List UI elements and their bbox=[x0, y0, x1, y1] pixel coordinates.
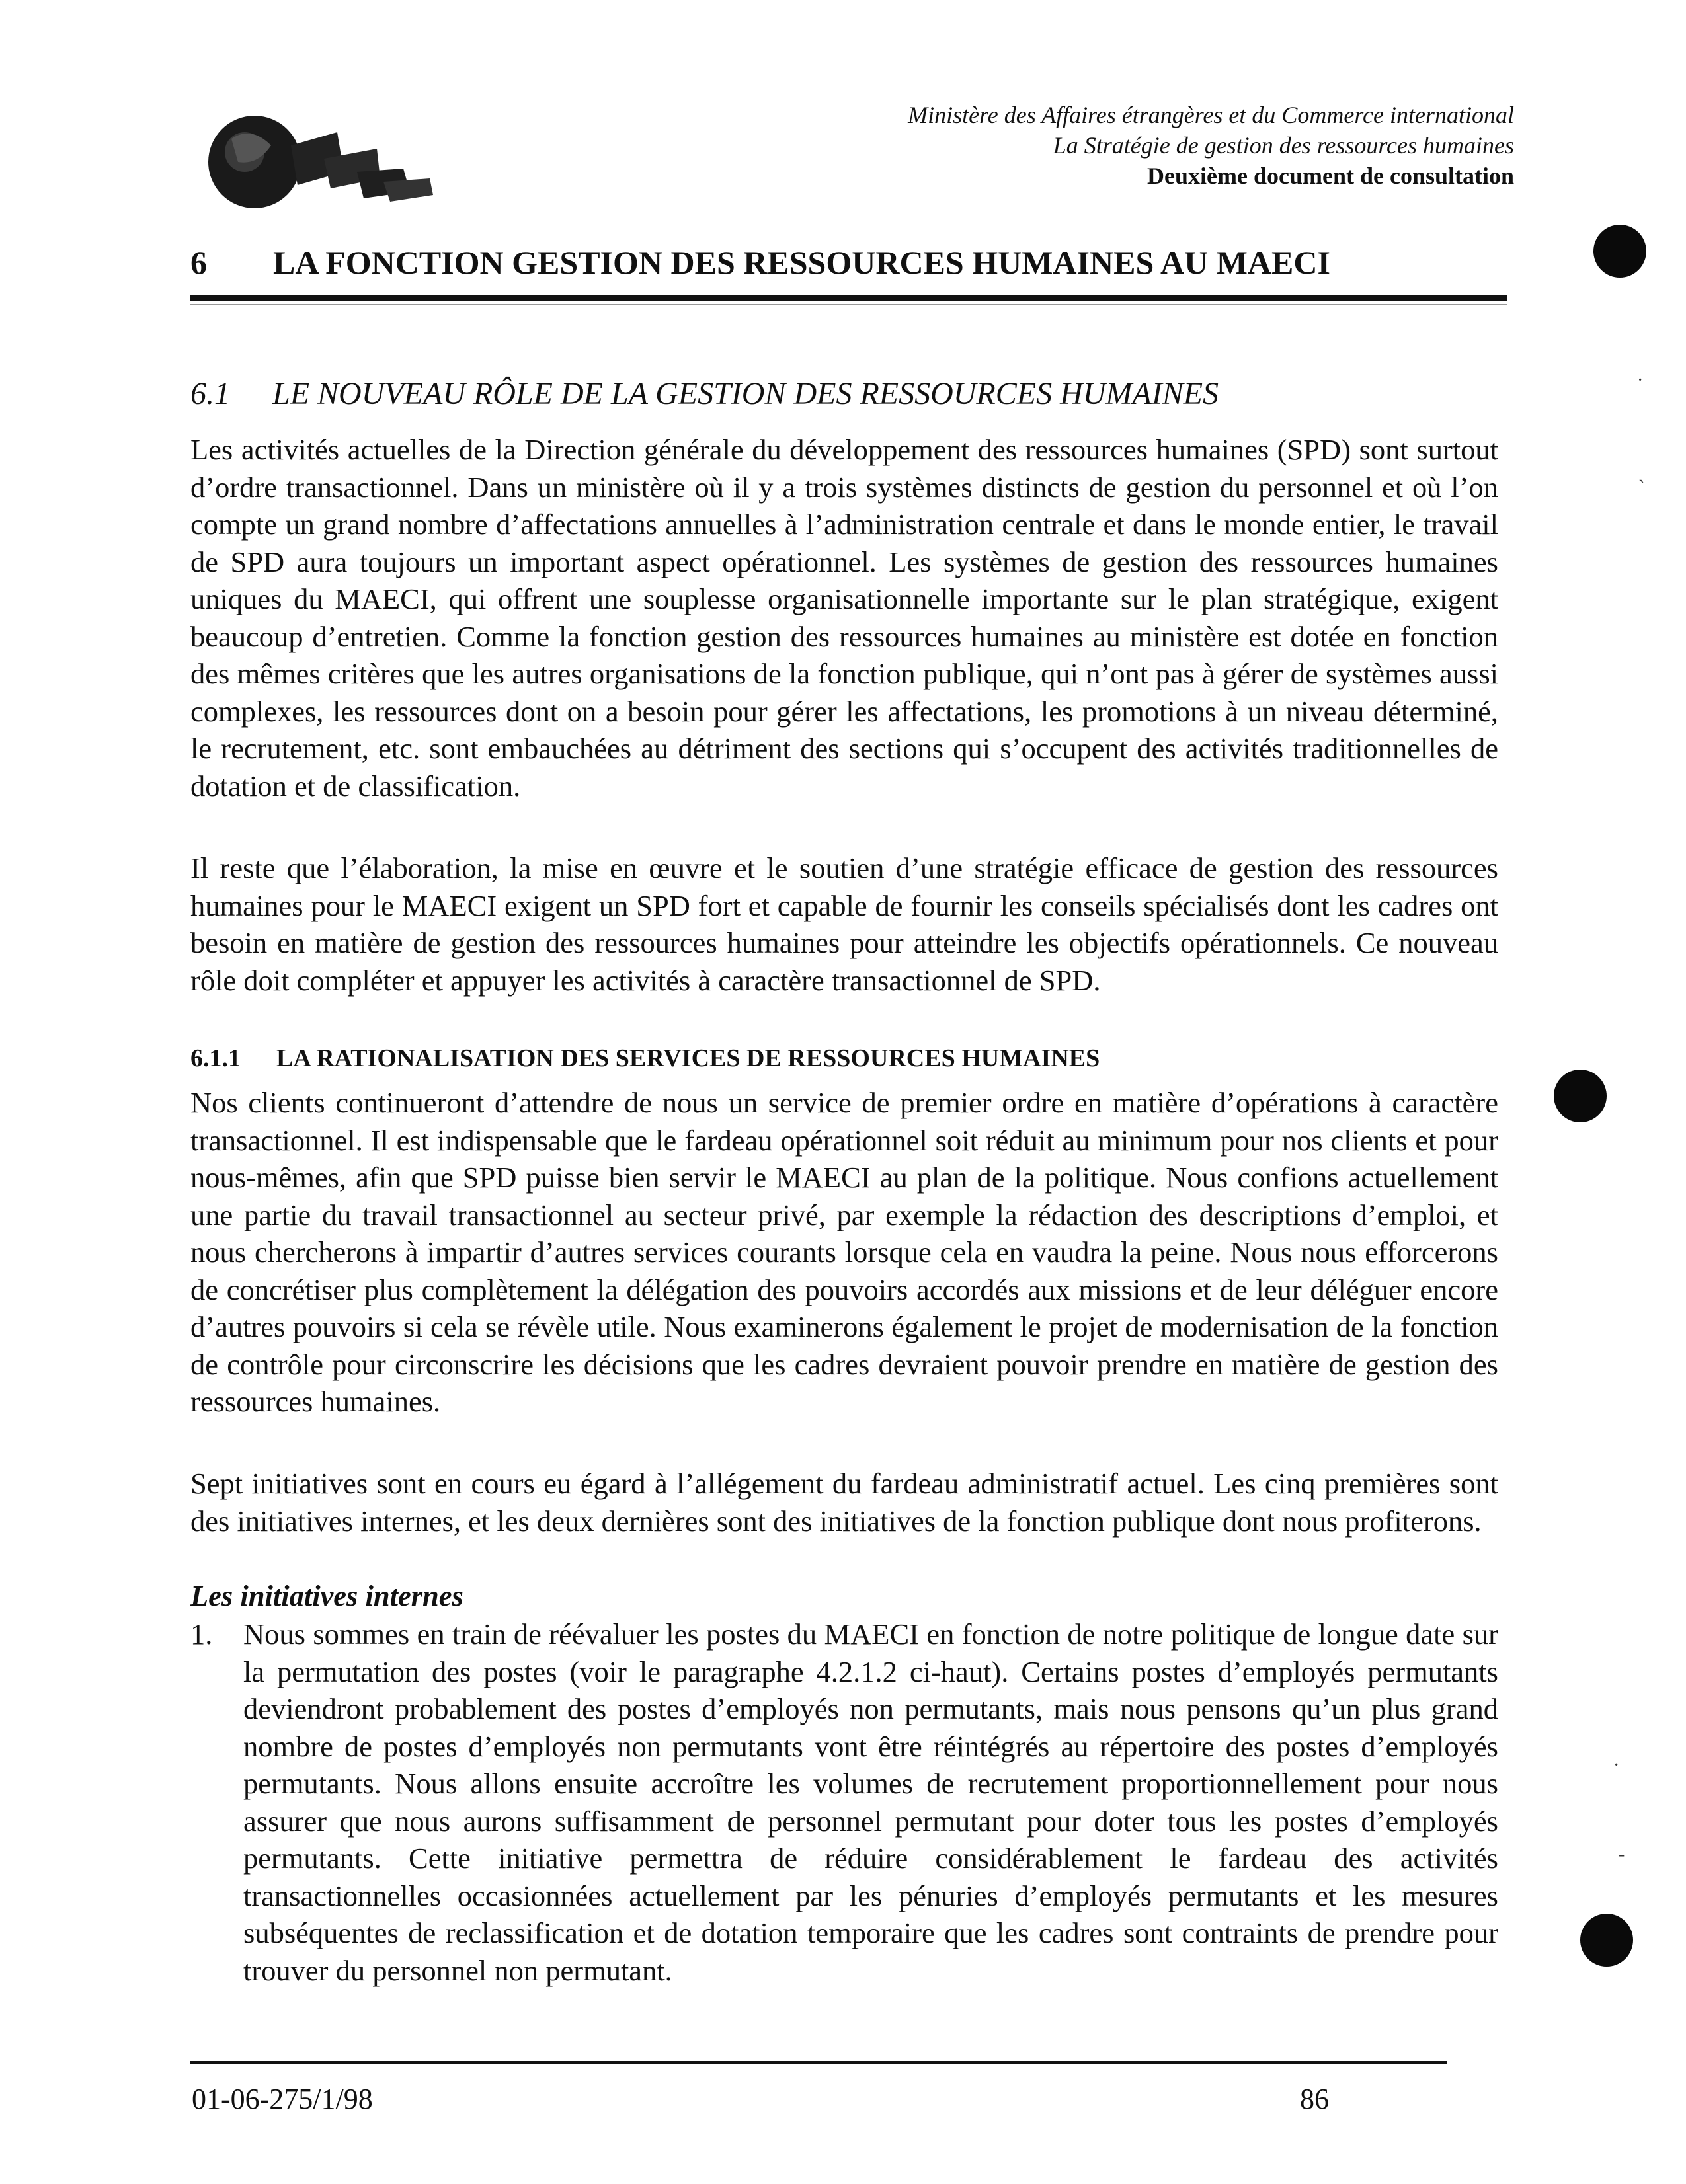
footer-document-code: 01-06-275/1/98 bbox=[192, 2083, 373, 2115]
header-ministry: Ministère des Affaires étrangères et du Commerce international bbox=[908, 102, 1514, 128]
section-number: 6.1 bbox=[190, 376, 230, 411]
list-item bbox=[190, 1616, 1498, 1989]
header-strategy-title: La Stratégie de gestion des ressources humaines bbox=[1053, 132, 1514, 159]
chapter-rule bbox=[190, 295, 1507, 301]
punch-hole bbox=[1554, 1070, 1607, 1122]
paragraph: Nos clients continueront d’attendre de nous un service de premier ordre en matière d’opérations à caractère transactionnel. Il est indispensable que le fardeau opérationnel soit réduit au minimum pour nos clients et pour nous-mêmes, afin que SPD puisse bien servir le MAECI au plan de la politique. Nous confions actuellement une partie du travail transactionnel au secteur privé, par exemple la rédaction des descriptions d’emploi, et nous chercherons à impartir d’autres services courants lorsque cela en vaudra la peine. Nous nous efforcerons de concrétiser plus complètement la délégation des pouvoirs accordés aux missions et de leur déléguer encore d’autres pouvoirs si cela se révèle utile. Nous examinerons également le projet de modernisation de la fonction de contrôle pour circonscrire les décisions que les cadres devraient pouvoir prendre en matière de gestion des ressources humaines. bbox=[190, 1086, 1498, 1418]
scan-speck: ˏ bbox=[1638, 463, 1645, 483]
list-item-marker: 1. bbox=[190, 1618, 213, 1651]
punch-hole bbox=[1580, 1914, 1633, 1967]
header-consultation: Deuxième document de consultation bbox=[1147, 163, 1514, 189]
subsection-title: LA RATIONALISATION DES SERVICES DE RESSOURCES HUMAINES bbox=[276, 1044, 1100, 1072]
section-title: LE NOUVEAU RÔLE DE LA GESTION DES RESSOURCES HUMAINES bbox=[272, 376, 1219, 411]
footer-rule bbox=[190, 2061, 1447, 2064]
chapter-heading bbox=[190, 243, 1506, 282]
subsection-number: 6.1.1 bbox=[190, 1044, 241, 1072]
scan-speck: · bbox=[1613, 1755, 1620, 1775]
ministry-logo bbox=[192, 99, 456, 212]
paragraph: Sept initiatives sont en cours eu égard à l’allégement du fardeau administratif actuel. Les cinq premières sont des initiatives internes, et les deux dernières sont des initiatives de la fonction publique dont nous profiterons. bbox=[190, 1467, 1498, 1538]
paragraph: Les activités actuelles de la Direction générale du développement des ressources humaines (SPD) sont surtout d’ordre transactionnel. Dans un ministère où il y a trois systèmes distincts de gestion du personnel et où l’on compte un grand nombre d’affectations annuelles à l’administration centrale et dans le monde entier, le travail de SPD aura toujours un important aspect opérationnel. Les systèmes de gestion des ressources humaines uniques du MAECI, qui offrent une souplesse organisationnelle importante sur le plan stratégique, exigent beaucoup d’entretien. Comme la fonction gestion des ressources humaines au ministère est dotée en fonction des mêmes critères que les autres organisations de la fonction publique, qui n’ont pas à gérer de systèmes aussi complexes, les ressources dont on a besoin pour gérer les affectations, les promotions à un niveau déterminé, le recrutement, etc. sont embauchées au détriment des sections qui s’occupent des activités traditionnelles de dotation et de classification. bbox=[190, 433, 1498, 802]
subsection-heading bbox=[190, 1044, 1100, 1073]
chapter-rule-thin bbox=[190, 304, 1507, 305]
chapter-number: 6 bbox=[190, 244, 207, 281]
paragraph: Il reste que l’élaboration, la mise en œuvre et le soutien d’une stratégie efficace de gestion des ressources humaines pour le MAECI exigent un SPD fort et capable de fournir les conseils spécialisés dont les cadres ont besoin en matière de gestion des ressources humaines pour atteindre les objectifs opérationnels. Ce nouveau rôle doit compléter et appuyer les activités à caractère transactionnel de SPD. bbox=[190, 851, 1498, 997]
section-heading bbox=[190, 375, 1219, 412]
punch-hole bbox=[1593, 225, 1646, 278]
scan-speck: · bbox=[1637, 370, 1644, 391]
chapter-title: LA FONCTION GESTION DES RESSOURCES HUMAINES AU MAECI bbox=[273, 244, 1330, 281]
list-item-text: Nous sommes en train de réévaluer les postes du MAECI en fonction de notre politique de longue date sur la permutation des postes (voir le paragraphe 4.2.1.2 ci-haut). Certains postes d’employés permutants deviendront probablement des postes d’employés non permutants, mais nous pensons qu’un plus grand nombre de postes d’employés non permutants vont être réintégrés au répertoire des postes d’employés permutants. Nous allons ensuite accroître les volumes de recrutement proportionnellement pour nous assurer que nous aurons suffisamment de personnel permutant pour doter tous les postes d’employés permutants. Cette initiative permettra de réduire considérablement le fardeau des activités transactionnelles occasionnées actuellement par les pénuries d’employés permutants et les mesures subséquentes de reclassification et de dotation temporaire que les cadres sont contraints de prendre pour trouver du personnel non permutant. bbox=[243, 1618, 1498, 1987]
scan-speck: - bbox=[1619, 1844, 1625, 1865]
list-subheading: Les initiatives internes bbox=[190, 1579, 463, 1612]
page-number: 86 bbox=[1300, 2083, 1329, 2115]
